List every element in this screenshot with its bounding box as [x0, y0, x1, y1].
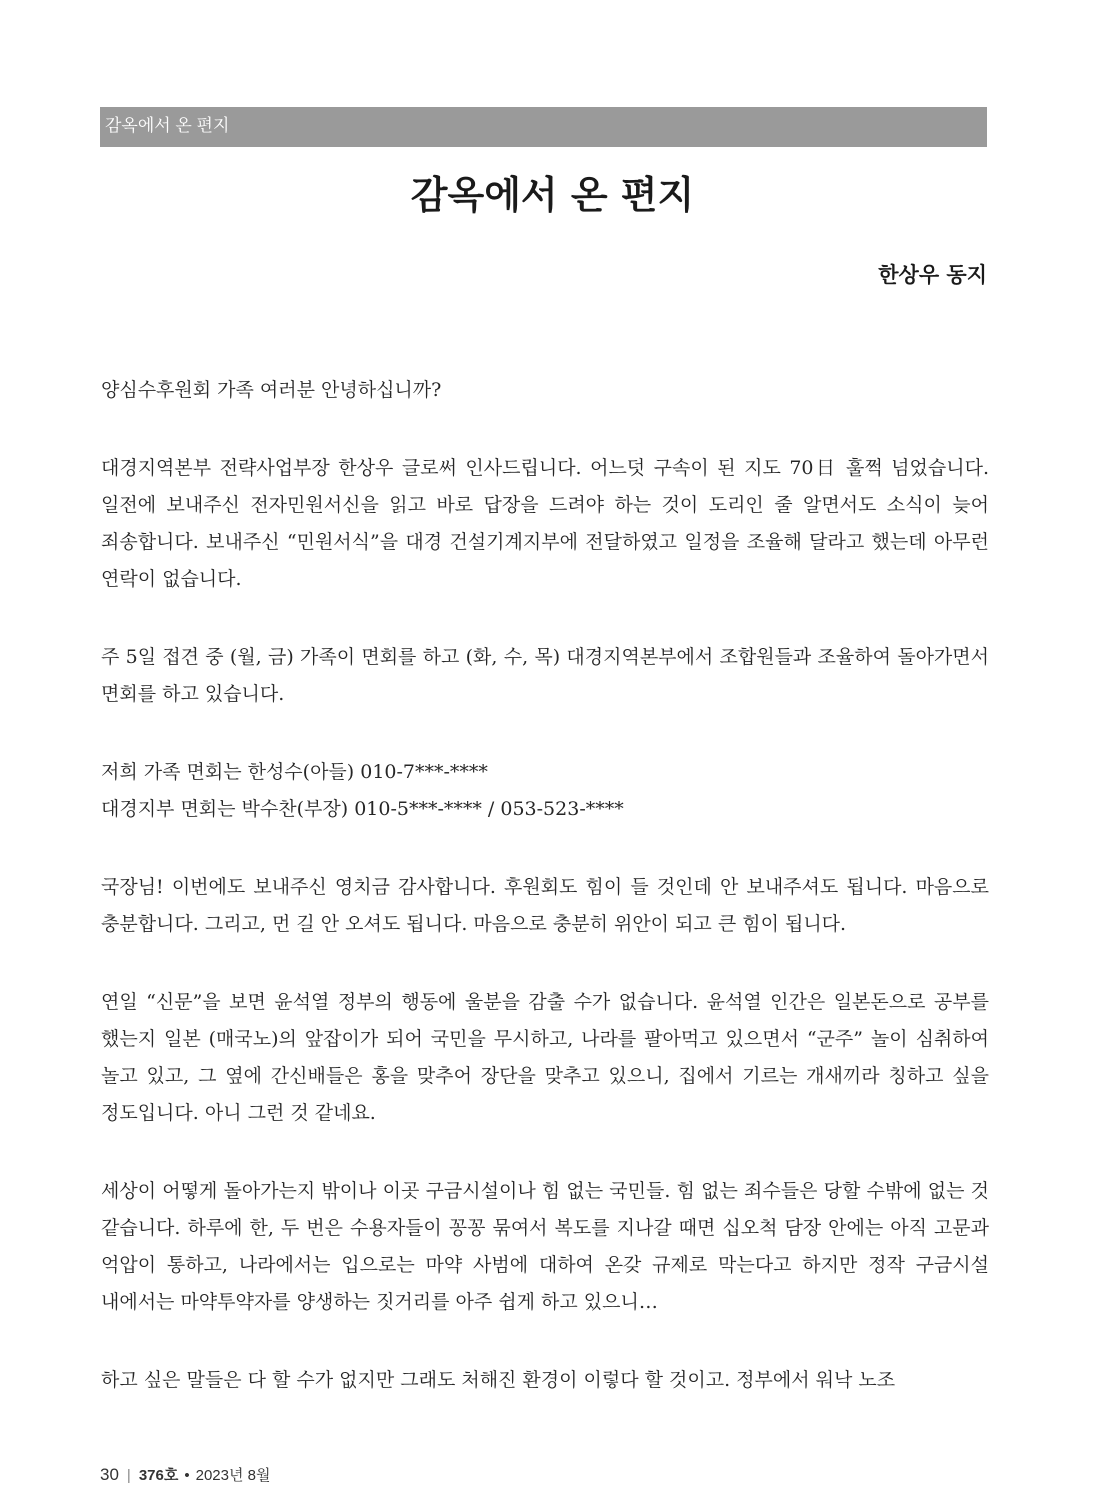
paragraph-government: 연일 “신문”을 보면 윤석열 정부의 행동에 울분을 감출 수가 없습니다. 윤석열 인간은 일본돈으로 공부를 했는지 일본 (매국노)의 앞잡이가 되어 국민을 무시하고, 나라를 팔아먹고 있으면서 “군주” 놀이 심취하여 놀고 있고, 그 옆에 간신배들은 홍을 맞추어 장단을 맞추고 있으니, 집에서 기르는 개새끼라 칭하고 싶을 정도입니다. 아니 그런 것 같네요.: [101, 991, 989, 1124]
contact-branch: 대경지부 면회는 박수찬(부장) 010-5***-**** / 053-523-****: [101, 798, 624, 820]
footer-separator: |: [126, 1467, 131, 1484]
page-footer: [100, 1463, 270, 1488]
paragraph-thanks: 국장님! 이번에도 보내주신 영치금 감사합니다. 후원회도 힘이 들 것인데 안 보내주셔도 됩니다. 마음으로 충분합니다. 그리고, 먼 길 안 오셔도 됩니다. 마음으로 충분히 위안이 되고 큰 힘이 됩니다.: [101, 876, 989, 935]
paragraph-visit-schedule: 주 5일 접견 중 (월, 금) 가족이 면회를 하고 (화, 수, 목) 대경지역본부에서 조합원들과 조율하여 돌아가면서 면회를 하고 있습니다.: [101, 646, 989, 705]
section-label: 감옥에서 온 편지: [105, 116, 230, 135]
page-number: 30: [100, 1465, 119, 1484]
article-author: 한상우 동지: [878, 263, 987, 287]
footer-bullet: •: [184, 1467, 190, 1484]
article-title: 감옥에서 온 편지: [410, 173, 695, 217]
paragraph-greeting: 양심수후원회 가족 여러분 안녕하십니까?: [101, 379, 442, 401]
paragraph-prison-conditions: 세상이 어떻게 돌아가는지 밖이나 이곳 구금시설이나 힘 없는 국민들. 힘 없는 죄수들은 당할 수밖에 없는 것 같습니다. 하루에 한, 두 번은 수용자들이 꽁꽁 묶여서 복도를 지나갈 때면 십오척 담장 안에는 아직 고문과 억압이 통하고, 나라에서는 입으로는 마약 사범에 대하여 온갖 규제로 막는다고 하지만 정작 구금시설 내에서는 마약투약자를 양생하는 짓거리를 아주 쉽게 하고 있으니…: [101, 1180, 989, 1313]
paragraph-introduction: 대경지역본부 전략사업부장 한상우 글로써 인사드립니다. 어느덧 구속이 된 지도 70日 훌쩍 넘었습니다. 일전에 보내주신 전자민원서신을 읽고 바로 답장을 드려야 하는 것이 도리인 줄 알면서도 소식이 늦어 죄송합니다. 보내주신 “민원서식”을 대경 건설기계지부에 전달하였고 일정을 조율해 달라고 했는데 아무런 연락이 없습니다.: [101, 457, 989, 590]
section-header-bar: [100, 107, 987, 147]
issue-date: 2023년 8월: [195, 1467, 271, 1484]
issue-number: 376호: [138, 1467, 179, 1484]
paragraph-closing: 하고 싶은 말들은 다 할 수가 없지만 그래도 처해진 환경이 이렇다 할 것이고. 정부에서 워낙 노조: [101, 1369, 896, 1391]
article-body: [101, 372, 989, 1440]
contact-family: 저희 가족 면회는 한성수(아들) 010-7***-****: [101, 761, 488, 783]
